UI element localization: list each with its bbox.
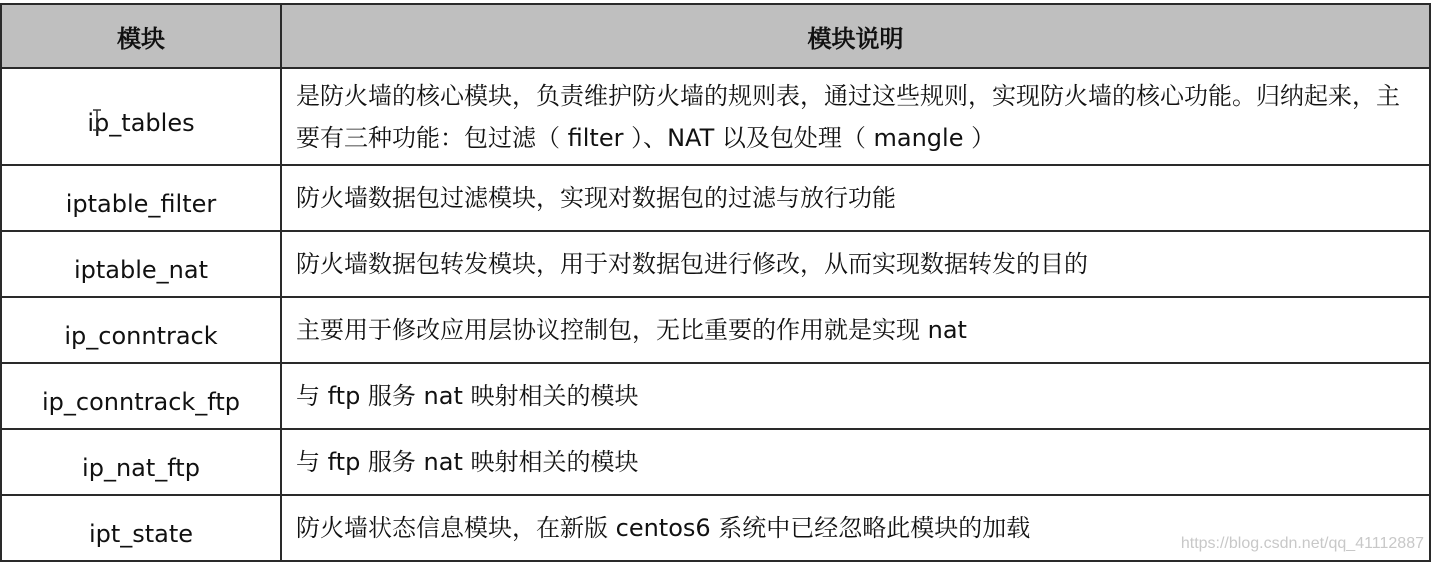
- table-row: [1, 429, 1430, 495]
- table-row: [1, 231, 1430, 297]
- text-cursor-icon: [92, 109, 102, 131]
- module-cell: [1, 68, 281, 165]
- module-name: ip_nat_ftp: [82, 454, 200, 482]
- table-row: [1, 363, 1430, 429]
- table-row: [1, 165, 1430, 231]
- module-cell: [1, 165, 281, 231]
- module-name: ip_tables: [87, 108, 195, 137]
- module-name: iptable_filter: [65, 190, 217, 218]
- module-name: ip_conntrack_ftp: [42, 388, 240, 416]
- module-name: ipt_state: [88, 520, 194, 548]
- module-cell: [1, 363, 281, 429]
- table-row: [1, 68, 1430, 165]
- module-table: [0, 3, 1431, 562]
- description-cell: 防火墙数据包转发模块，用于对数据包进行修改，从而实现数据转发的目的: [281, 231, 1430, 297]
- description-cell: 是防火墙的核心模块，负责维护防火墙的规则表，通过这些规则，实现防火墙的核心功能。归纳起来，主要有三种功能：包过滤（ filter ）、NAT 以及包处理（ mangle ）: [281, 68, 1430, 165]
- description-cell: 与 ftp 服务 nat 映射相关的模块: [281, 363, 1430, 429]
- description-cell: 主要用于修改应用层协议控制包，无比重要的作用就是实现 nat: [281, 297, 1430, 363]
- description-cell: 防火墙状态信息模块，在新版 centos6 系统中已经忽略此模块的加载: [281, 495, 1430, 561]
- table-header-row: [1, 4, 1430, 68]
- module-cell: [1, 429, 281, 495]
- module-cell: [1, 297, 281, 363]
- module-cell: [1, 495, 281, 561]
- watermark: https://blog.csdn.net/qq_41112887: [1180, 535, 1424, 552]
- module-cell: [1, 231, 281, 297]
- module-name: ip_conntrack: [64, 322, 218, 350]
- header-description: 模块说明: [281, 4, 1430, 68]
- header-module: 模块: [1, 4, 281, 68]
- description-cell: 防火墙数据包过滤模块，实现对数据包的过滤与放行功能: [281, 165, 1430, 231]
- table-row: [1, 297, 1430, 363]
- description-cell: 与 ftp 服务 nat 映射相关的模块: [281, 429, 1430, 495]
- module-name: iptable_nat: [73, 256, 208, 284]
